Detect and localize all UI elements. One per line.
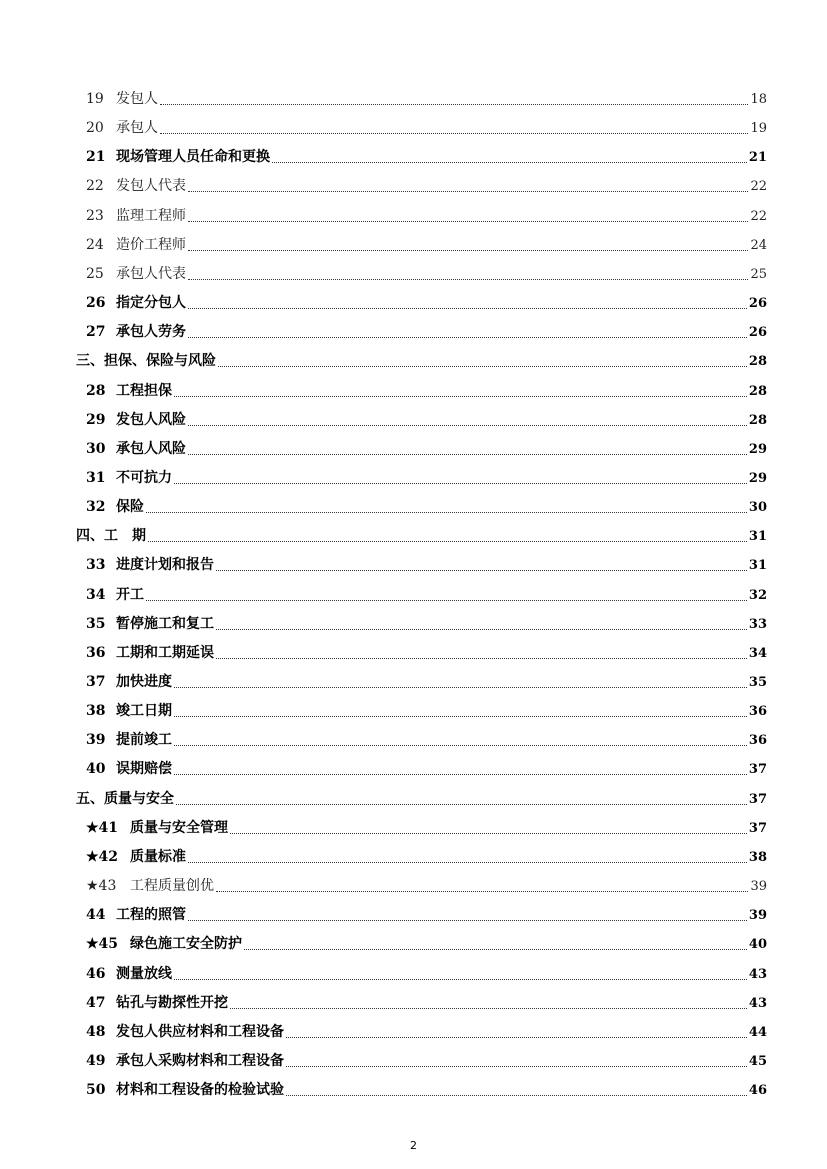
toc-entry-page: 34 — [748, 645, 767, 661]
toc-entry-title: 三、担保、保险与风险 — [76, 353, 216, 370]
toc-entry[interactable] — [86, 930, 767, 959]
toc-entry-number: 48 — [86, 1023, 106, 1040]
toc-entry[interactable] — [86, 202, 767, 231]
toc-entry-title: 五、质量与安全 — [76, 790, 174, 807]
toc-entry-page: 38 — [748, 849, 767, 865]
toc-entry-number: 39 — [86, 732, 106, 749]
toc-entry-page: 25 — [750, 266, 767, 282]
toc-entry-title: 承包人劳务 — [116, 324, 186, 341]
toc-entry-number: 37 — [86, 674, 106, 690]
dot-leader — [174, 979, 747, 980]
toc-entry-page: 22 — [750, 208, 767, 224]
toc-entry[interactable] — [86, 493, 767, 522]
toc-entry-page: 28 — [748, 383, 767, 399]
toc-entry-number: 44 — [86, 907, 106, 924]
toc-entry-page: 46 — [748, 1083, 767, 1099]
toc-entry[interactable] — [86, 989, 767, 1018]
dot-leader — [286, 1037, 747, 1038]
toc-entry-number: 25 — [86, 265, 104, 282]
toc-entry-title: 承包人代表 — [116, 265, 186, 282]
toc-entry[interactable] — [86, 318, 767, 347]
dot-leader — [148, 541, 747, 542]
dot-leader — [146, 512, 747, 513]
dot-leader — [188, 250, 748, 251]
toc-entry[interactable] — [86, 172, 767, 201]
toc-entry-title: 加快进度 — [116, 674, 172, 690]
toc-entry-page: 24 — [750, 237, 767, 253]
toc-entry-title: 造价工程师 — [116, 236, 186, 253]
toc-entry-title: 发包人代表 — [116, 178, 186, 195]
toc-entry-page: 36 — [748, 733, 767, 749]
toc-entry[interactable] — [86, 406, 767, 435]
toc-entry-page: 37 — [748, 820, 767, 836]
toc-entry-page: 40 — [748, 937, 767, 953]
toc-entry-number: 46 — [86, 965, 106, 982]
toc-entry-title: 绿色施工安全防护 — [130, 936, 242, 953]
toc-entry[interactable] — [86, 260, 767, 289]
toc-section-heading[interactable] — [76, 785, 767, 814]
toc-entry-page: 21 — [748, 150, 767, 166]
toc-entry-number: 27 — [86, 324, 106, 341]
dot-leader — [176, 804, 747, 805]
toc-entry-page: 33 — [748, 616, 767, 632]
toc-entry-title: 承包人 — [116, 120, 158, 137]
toc-entry-title: 暂停施工和复工 — [116, 615, 214, 632]
dot-leader — [146, 600, 747, 601]
toc-entry[interactable] — [86, 843, 767, 872]
toc-entry-title: 发包人风险 — [116, 411, 186, 428]
dot-leader — [174, 396, 747, 397]
dot-leader — [286, 1095, 747, 1096]
dot-leader — [244, 949, 747, 950]
toc-entry[interactable] — [86, 1076, 767, 1105]
toc-entry[interactable] — [86, 581, 767, 610]
toc-entry-page: 43 — [748, 995, 767, 1011]
dot-leader — [188, 279, 748, 280]
dot-leader — [188, 920, 747, 921]
dot-leader — [174, 483, 747, 484]
toc-entry-number: 19 — [86, 91, 104, 107]
toc-entry-page: 19 — [750, 121, 767, 137]
toc-entry-page: 32 — [748, 587, 767, 603]
toc-section-heading[interactable] — [76, 522, 767, 551]
dot-leader — [218, 366, 747, 367]
dot-leader — [188, 337, 747, 338]
toc-entry-number: 49 — [86, 1052, 106, 1069]
toc-entry-number: 36 — [86, 644, 106, 661]
toc-entry[interactable] — [86, 1047, 767, 1076]
toc-entry-page: 31 — [748, 558, 767, 574]
toc-entry-page: 26 — [748, 296, 767, 312]
toc-entry[interactable] — [86, 610, 767, 639]
toc-entry[interactable] — [86, 289, 767, 318]
toc-entry-title: 现场管理人员任命和更换 — [116, 149, 270, 166]
page-number: 2 — [410, 1139, 417, 1152]
dot-leader — [188, 862, 747, 863]
toc-entry[interactable] — [86, 755, 767, 784]
toc-entry[interactable] — [86, 435, 767, 464]
toc-entry-title: 监理工程师 — [116, 207, 186, 224]
dot-leader — [188, 221, 748, 222]
toc-entry-page: 31 — [748, 529, 767, 545]
toc-entry[interactable] — [86, 377, 767, 406]
toc-entry-title: 误期赔偿 — [116, 761, 172, 778]
toc-entry-page: 26 — [748, 325, 767, 341]
dot-leader — [174, 687, 747, 688]
dot-leader — [174, 745, 747, 746]
toc-entry-page: 37 — [748, 791, 767, 807]
dot-leader — [160, 133, 748, 134]
toc-entry[interactable] — [86, 114, 767, 143]
toc-entry-number: ★42 — [86, 848, 119, 865]
toc-entry-page: 43 — [748, 966, 767, 982]
dot-leader — [188, 454, 747, 455]
toc-entry-title: 质量与安全管理 — [130, 819, 228, 836]
dot-leader — [188, 425, 747, 426]
dot-leader — [188, 191, 748, 192]
toc-entry-title: 指定分包人 — [116, 295, 186, 312]
toc-entry[interactable] — [86, 960, 767, 989]
toc-entry-number: 28 — [86, 382, 106, 399]
toc-entry-number: 33 — [86, 557, 106, 574]
dot-leader — [230, 1008, 747, 1009]
toc-entry-number: 24 — [86, 236, 104, 253]
toc-entry-number: 22 — [86, 178, 104, 195]
toc-entry-number: 20 — [86, 120, 104, 137]
dot-leader — [286, 1066, 747, 1067]
toc-entry[interactable] — [86, 1018, 767, 1047]
toc-entry-title: 提前竣工 — [116, 732, 172, 749]
toc-entry-page: 28 — [748, 354, 767, 370]
dot-leader — [230, 833, 747, 834]
toc-entry[interactable] — [86, 814, 767, 843]
toc-entry-number: 31 — [86, 469, 106, 486]
toc-entry-page: 45 — [748, 1053, 767, 1069]
toc-entry[interactable] — [86, 231, 767, 260]
dot-leader — [188, 308, 747, 309]
toc-entry-page: 28 — [748, 412, 767, 428]
toc-entry[interactable] — [86, 551, 767, 580]
toc-entry-number: ★43 — [86, 878, 117, 895]
toc-entry-number: 34 — [86, 586, 106, 603]
toc-entry[interactable] — [86, 85, 767, 114]
toc-entry-title: 保险 — [116, 499, 144, 516]
toc-entry[interactable] — [86, 464, 767, 493]
toc-section-heading[interactable] — [76, 347, 767, 376]
toc-entry-title: 不可抗力 — [116, 469, 172, 486]
toc-entry-page: 29 — [748, 441, 767, 457]
dot-leader — [174, 716, 747, 717]
dot-leader — [160, 104, 748, 105]
toc-entry-title: 质量标准 — [130, 848, 186, 865]
toc-entry-title: 承包人采购材料和工程设备 — [116, 1052, 284, 1069]
toc-entry-title: 进度计划和报告 — [116, 557, 214, 574]
toc-entry-page: 29 — [748, 470, 767, 486]
toc-entry[interactable] — [86, 726, 767, 755]
toc-entry-number: ★41 — [86, 819, 119, 836]
toc-entry-title: 工期和工期延误 — [116, 644, 214, 661]
toc-entry-title: 材料和工程设备的检验试验 — [116, 1082, 284, 1099]
toc-entry-page: 44 — [748, 1024, 767, 1040]
toc-entry-title: 四、工 期 — [76, 528, 146, 545]
toc-entry-page: 18 — [750, 92, 767, 107]
toc-entry-title: 竣工日期 — [116, 703, 172, 720]
toc-entry-number: 21 — [86, 149, 106, 166]
toc-entry-number: 38 — [86, 703, 106, 720]
toc-entry-number: ★45 — [86, 936, 119, 953]
toc-entry[interactable] — [86, 143, 767, 172]
toc-entry-page: 30 — [748, 500, 767, 516]
toc-entry-number: 50 — [86, 1082, 106, 1099]
toc-entry-number: 32 — [86, 499, 106, 516]
toc-entry-title: 工程质量创优 — [130, 878, 214, 895]
toc-entry-title: 发包人供应材料和工程设备 — [116, 1023, 284, 1040]
toc-entry-title: 开工 — [116, 586, 144, 603]
toc-entry-page: 22 — [750, 179, 767, 195]
toc-entry[interactable] — [86, 697, 767, 726]
dot-leader — [216, 570, 747, 571]
dot-leader — [272, 162, 747, 163]
toc-entry[interactable] — [86, 668, 767, 697]
toc-entry-number: 47 — [86, 994, 106, 1011]
toc-entry-title: 承包人风险 — [116, 440, 186, 457]
toc-entry-number: 26 — [86, 295, 106, 312]
toc-entry-number: 23 — [86, 207, 104, 224]
toc-entry-title: 工程担保 — [116, 382, 172, 399]
toc-entry-number: 35 — [86, 615, 106, 632]
toc-entry-title: 工程的照管 — [116, 907, 186, 924]
toc-entry-title: 发包人 — [116, 91, 158, 107]
toc-entry-page: 39 — [750, 879, 767, 895]
toc-entry-page: 39 — [748, 908, 767, 924]
dot-leader — [216, 658, 747, 659]
toc-entry[interactable] — [86, 639, 767, 668]
toc-entry-number: 40 — [86, 761, 106, 778]
toc-entry-number: 30 — [86, 440, 106, 457]
toc-entry[interactable] — [86, 872, 767, 901]
toc-entry-title: 测量放线 — [116, 965, 172, 982]
toc-entry-page: 35 — [748, 675, 767, 690]
toc-entry-page: 37 — [748, 762, 767, 778]
toc-entry-title: 钻孔与勘探性开挖 — [116, 994, 228, 1011]
toc-entry-number: 29 — [86, 411, 106, 428]
dot-leader — [216, 891, 748, 892]
dot-leader — [216, 629, 747, 630]
toc-entry-page: 36 — [748, 704, 767, 720]
dot-leader — [174, 774, 747, 775]
toc-entry[interactable] — [86, 901, 767, 930]
